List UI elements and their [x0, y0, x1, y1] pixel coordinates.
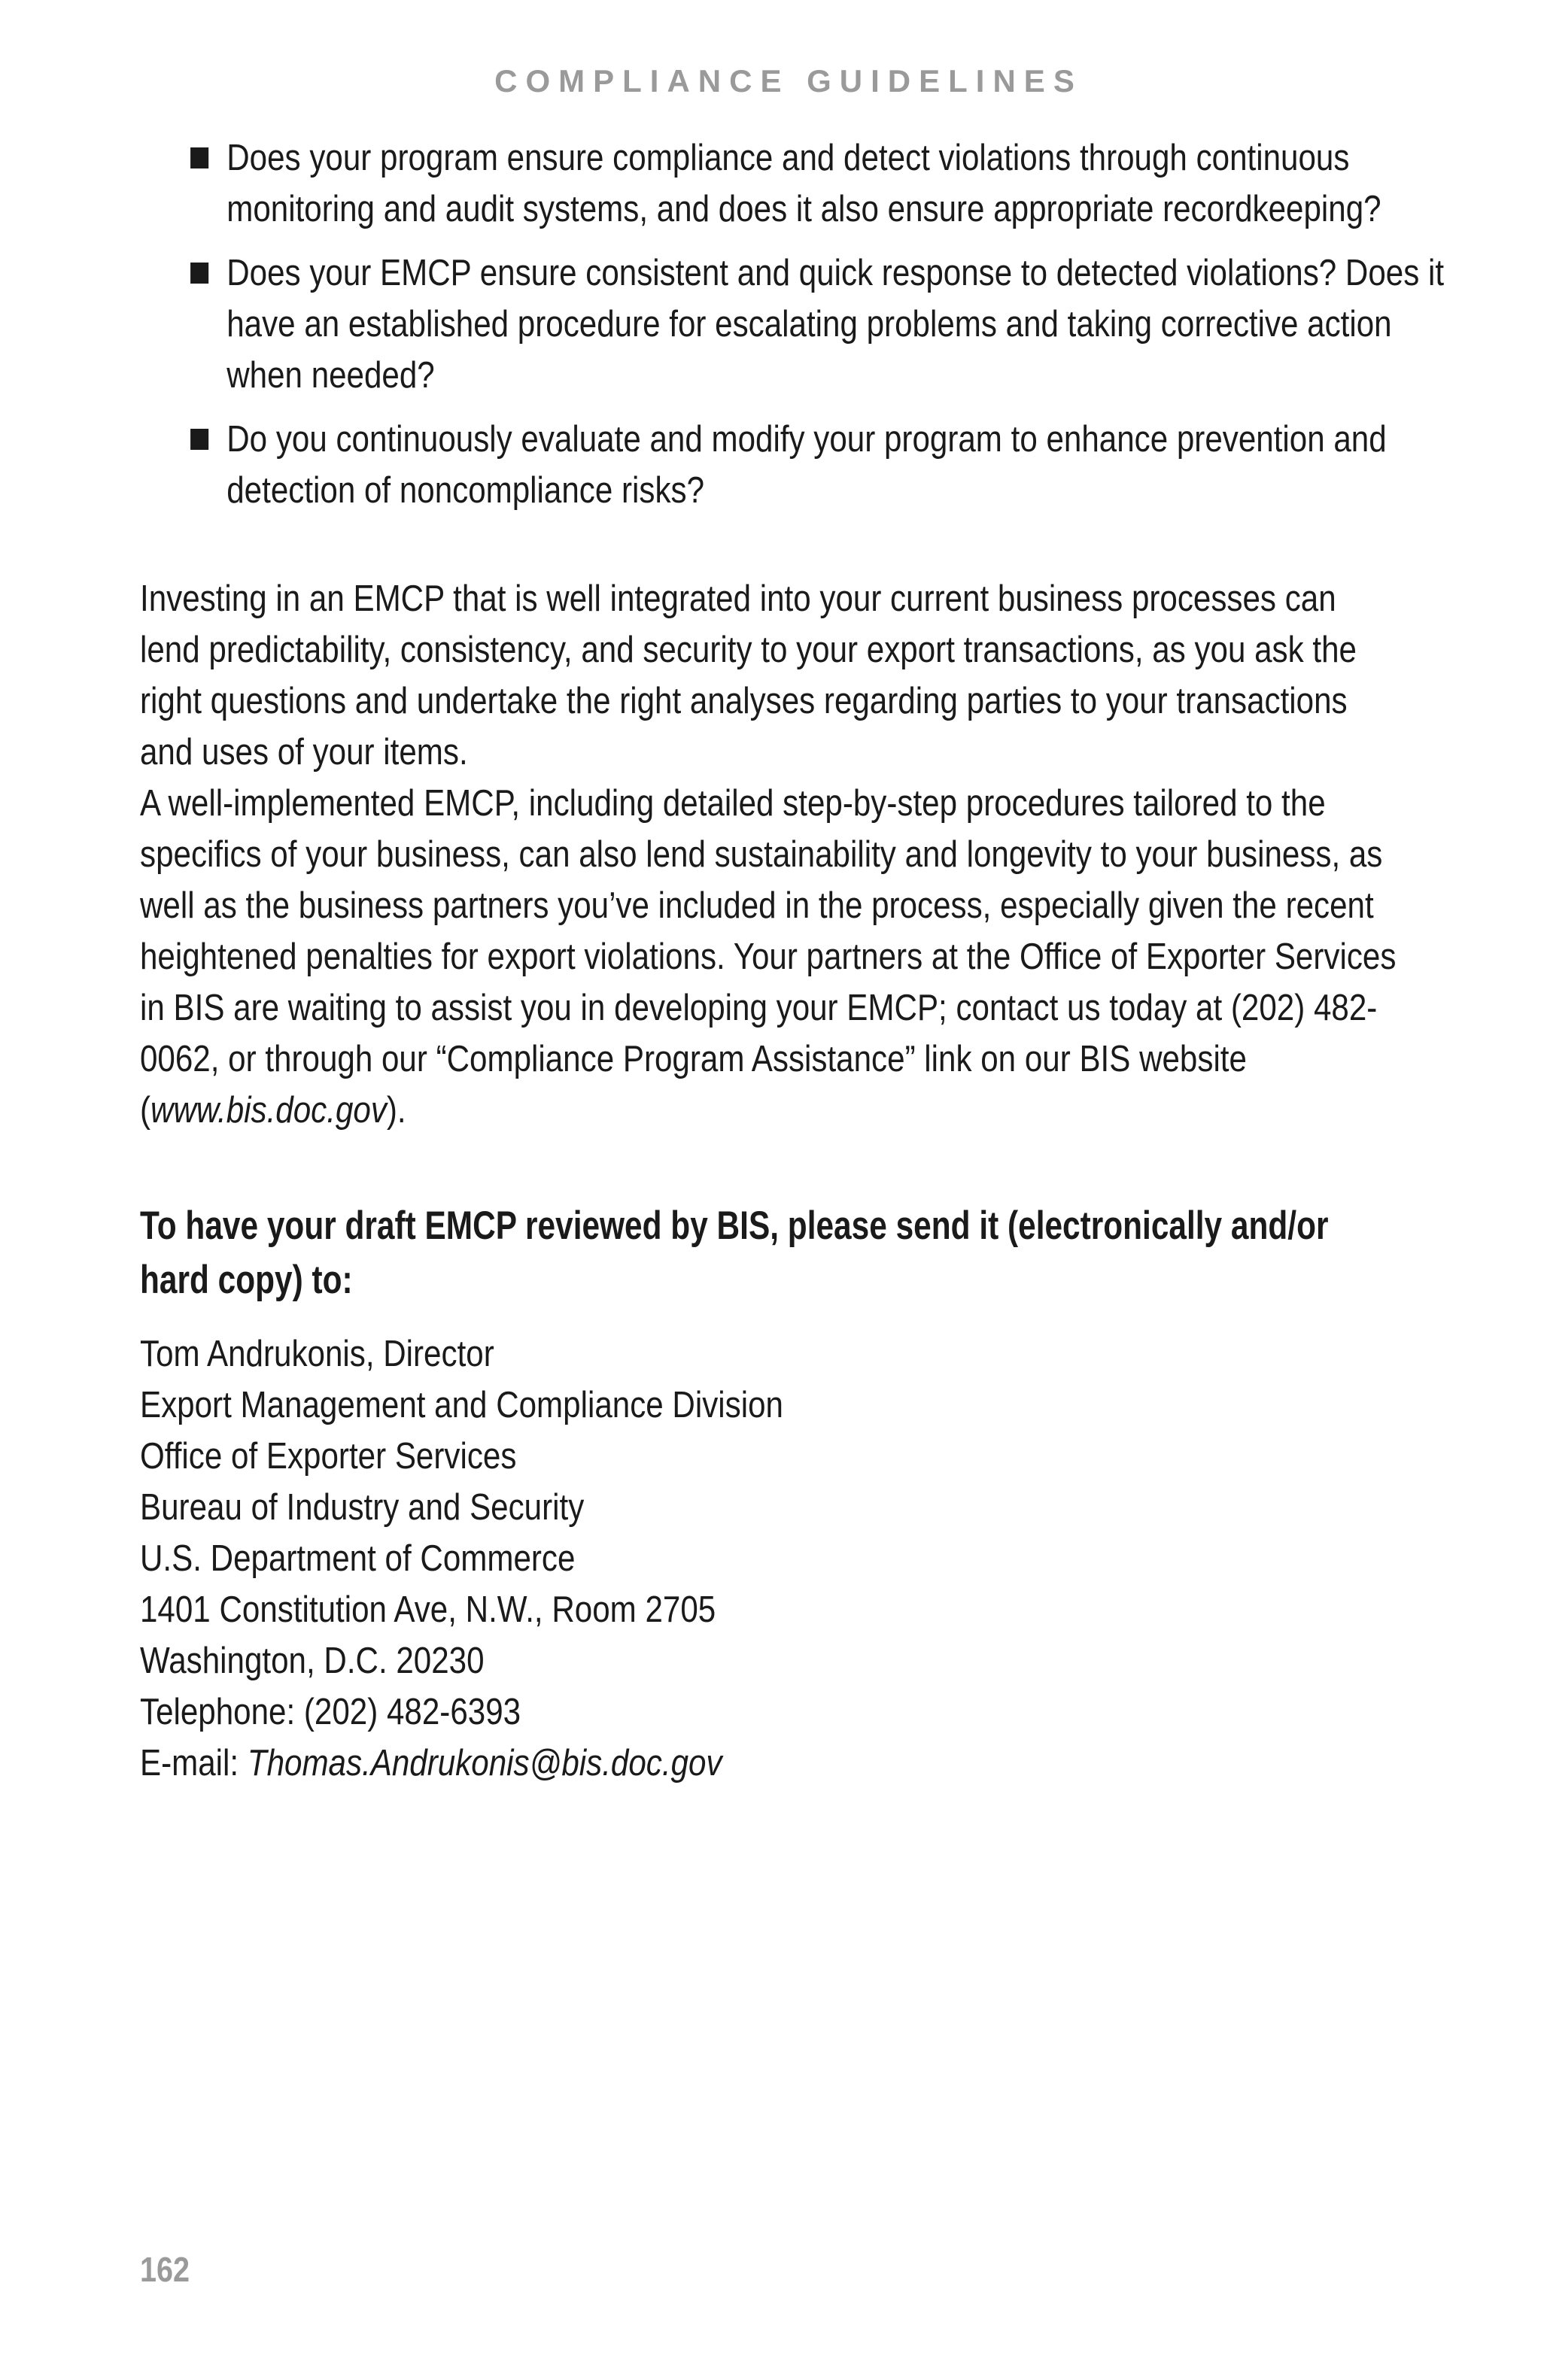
body-paragraph-well-implemented	[140, 778, 1402, 1136]
body-paragraph-investing: Investing in an EMCP that is well integrated into your current business processes can lend predictability, consistency, and security to your export transactions, as you ask the right questions and undertake the right analyses regarding parties to your transactions and uses of your items.	[140, 578, 1357, 773]
list-item	[140, 247, 1456, 401]
contact-department: U.S. Department of Commerce	[140, 1538, 576, 1579]
contact-address	[140, 1328, 1402, 1789]
square-bullet-icon	[190, 147, 208, 168]
body-text	[140, 573, 1402, 1136]
paragraph-text-end: ).	[386, 1090, 406, 1131]
contact-telephone: Telephone: (202) 482-6393	[140, 1692, 521, 1732]
square-bullet-icon	[190, 429, 208, 450]
list-item-text: Does your program ensure compliance and detect violations through continuous monitoring and audit systems, and does it also ensure appropriate recordkeeping?	[226, 138, 1381, 229]
list-item-text: Does your EMCP ensure consistent and quick response to detected violations? Does it have an established procedure for escalating problems and taking corrective action when needed?	[226, 253, 1445, 396]
square-bullet-icon	[190, 263, 208, 284]
email-label: E-mail:	[140, 1743, 248, 1783]
page-content	[140, 132, 1445, 1789]
email-link[interactable]: Thomas.Andrukonis@bis.doc.gov	[247, 1743, 722, 1783]
contact-office: Office of Exporter Services	[140, 1436, 517, 1477]
list-item-text: Do you continuously evaluate and modify your program to enhance prevention and detection of noncompliance risks?	[226, 419, 1387, 511]
website-link[interactable]: www.bis.doc.gov	[150, 1090, 387, 1131]
list-item	[140, 414, 1456, 516]
contact-street: 1401 Constitution Ave, N.W., Room 2705	[140, 1589, 716, 1630]
page-number: 162	[140, 2250, 190, 2289]
contact-division: Export Management and Compliance Division	[140, 1385, 783, 1425]
contact-email-line	[140, 1738, 1402, 1789]
running-header: COMPLIANCE GUIDELINES	[494, 63, 1083, 99]
list-item	[140, 132, 1456, 235]
contact-name: Tom Andrukonis, Director	[140, 1334, 494, 1374]
paragraph-text: A well-implemented EMCP, including detailed step-by-step procedures tailored to the specifics of your business, can also lend sustainability and longevity to your business, as well as the business partners you’ve included in the process, especially given the recent heightened penalties for export violations. Your partners at the Office of Exporter Services in BIS are waiting to assist you in developing your EMCP; contact us today at (202) 482-0062, or through our “Compliance Program Assistance” link on our BIS website (	[140, 783, 1397, 1131]
contact-bureau: Bureau of Industry and Security	[140, 1487, 585, 1528]
question-list	[140, 132, 1445, 516]
contact-city: Washington, D.C. 20230	[140, 1641, 485, 1681]
review-heading: To have your draft EMCP reviewed by BIS, please send it (electronically and/or hard copy) to:	[140, 1204, 1329, 1302]
